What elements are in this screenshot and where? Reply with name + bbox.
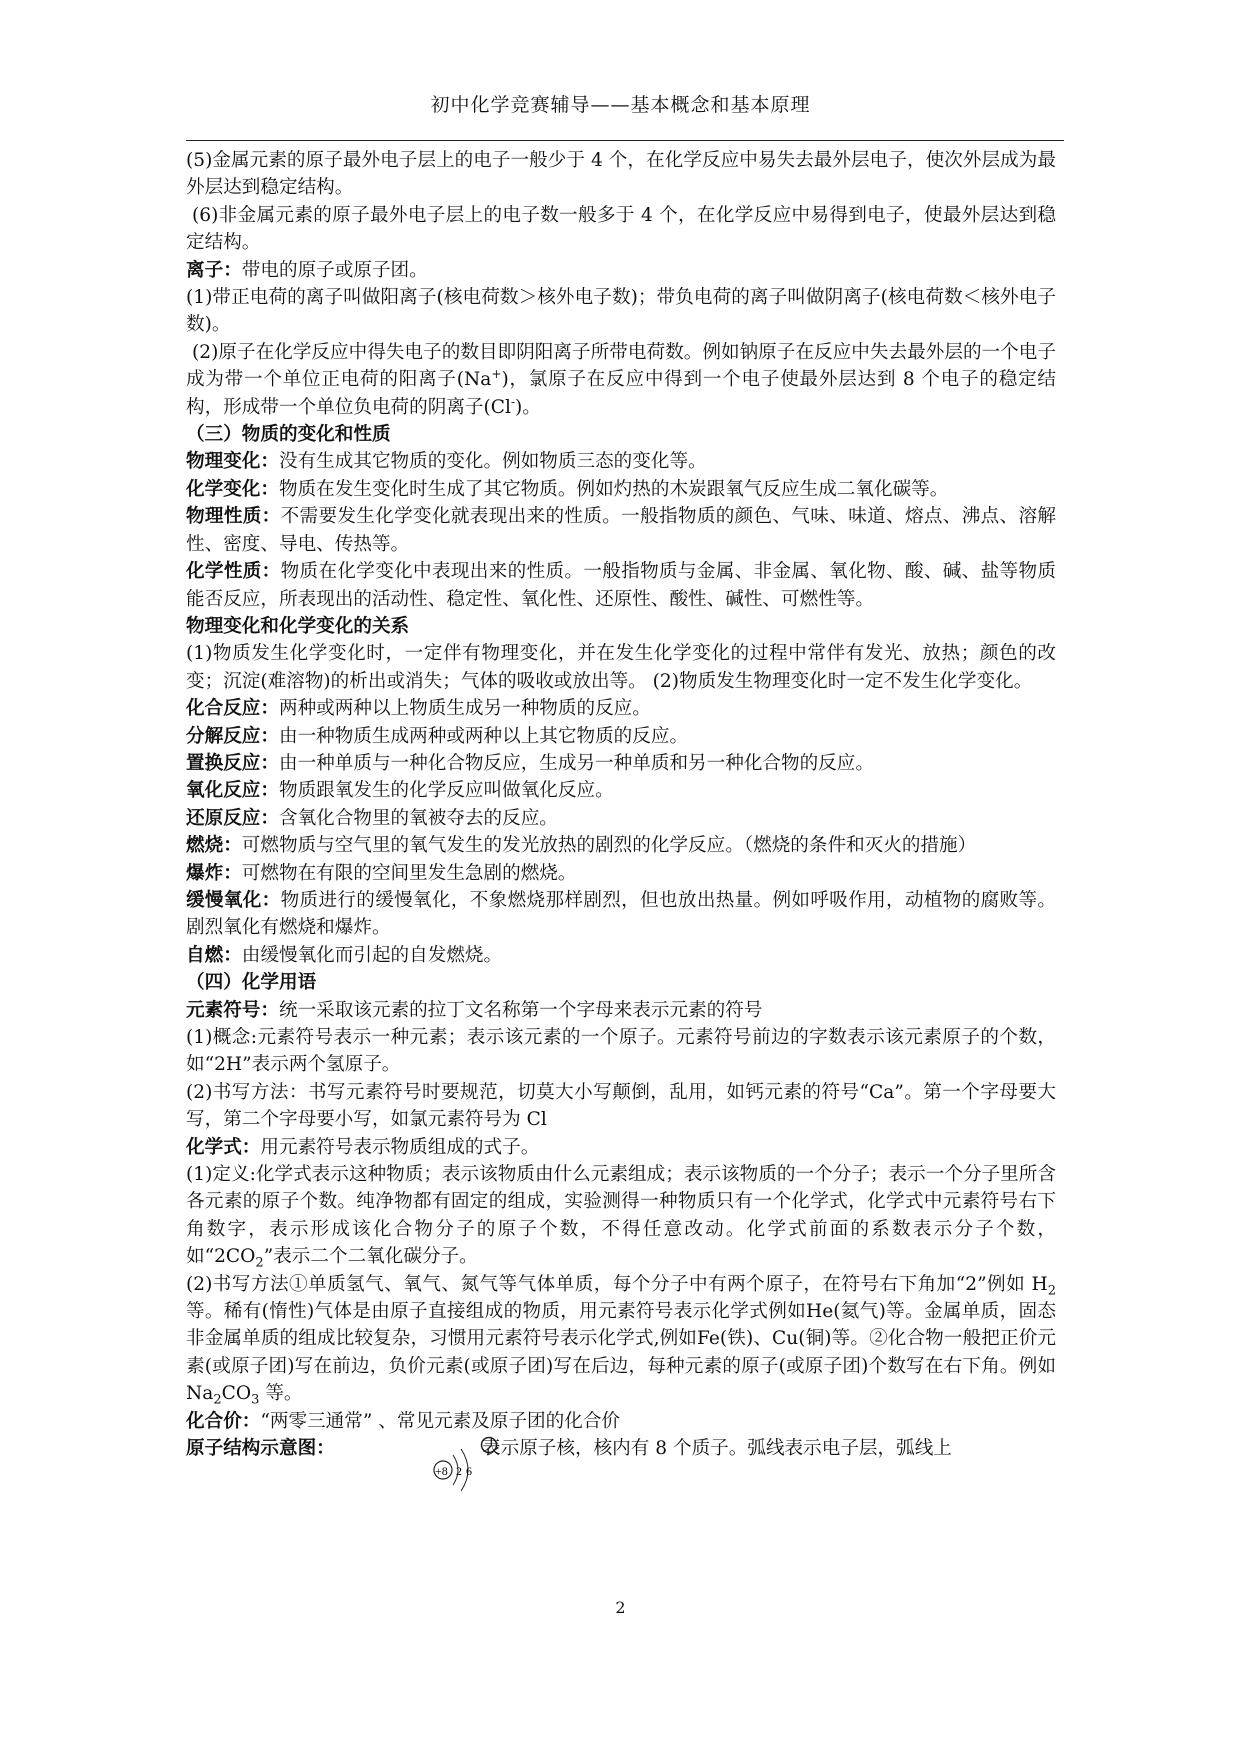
definition-spontaneous-combustion [186,942,1056,969]
term: 化合价： [186,1410,261,1432]
term: 分解反应： [186,725,279,747]
paragraph-symbol-1: (1)概念:元素符号表示一种元素；表示该元素的一个原子。元素符号前边的字数表示该元素原子的个数，如“2H”表示两个氢原子。 [186,1027,1056,1076]
definition-text: 用元素符号表示物质组成的式子。 [260,1136,540,1158]
subscript: 2 [1047,1283,1056,1299]
definition-physical-change [186,448,1056,475]
term: 化学式： [186,1136,261,1158]
text-part: ”表示二个二氧化碳分子。 [263,1246,478,1268]
shell-2-electrons: 6 [466,1464,472,1479]
definition-text: 不需要发生化学变化就表现出来的性质。一般指物质的颜色、气味、味道、熔点、沸点、溶解性、密度、导电、传热等。 [186,506,1056,555]
definition-combination [186,695,1056,722]
definition-displacement [186,750,1056,777]
subscript: 2 [213,1393,222,1408]
paragraph-metal-electrons: (5)金属元素的原子最外电子层上的电子一般少于 4 个，在化学反应中易失去最外层电子，使次外层成为最外层达到稳定结构。 [186,150,1056,199]
definition-text: 统一采取该元素的拉丁文名称第一个字母来表示元素的符号 [278,999,763,1021]
term: 自燃： [186,944,242,966]
definition-formula [186,1134,1056,1161]
text-part: (2)书写方法①单质氢气、氧气、氮气等气体单质，每个分子中有两个原子，在符号右下角加“2”例如 H [186,1273,1048,1295]
term: 元素符号： [186,999,279,1021]
term: 化学变化： [186,478,279,500]
text-part: )。 [515,396,541,418]
relation-text: (1)物质发生化学变化时，一定伴有物理变化，并在发生化学变化的过程中常伴有发光、放热；颜色的改变；沉淀(难溶物)的析出或消失；气体的吸收或放出等。 (2)物质发生物理变化时一定不发生化学变化。 [186,643,1056,692]
term: 置换反应： [186,752,279,774]
document-body [186,147,1056,1479]
atom-structure-line [186,1435,1056,1479]
term: 爆炸： [186,862,242,884]
definition-text: 含氧化合物里的氧被夺去的反应。 [278,807,558,829]
term: 物理性质： [186,506,281,528]
term: 还原反应： [186,807,279,829]
term: 缓慢氧化： [186,889,281,911]
definition-text: 由一种物质生成两种或两种以上其它物质的反应。 [278,725,689,747]
section-heading-3 [186,421,1056,448]
definition-text: 由缓慢氧化而引起的自发燃烧。 [241,944,503,966]
term: 物理变化： [186,451,279,473]
text-part: 等。 [259,1383,303,1405]
text-part: 等。稀有(惰性)气体是由原子直接组成的物质，用元素符号表示化学式例如He(氦气)等。金属单质，固态非金属单质的组成比较复杂，习惯用元素符号表示化学式,例如Fe(铁)、Cu(铜)等。②化合物一般把正价元素(或原子团)写在前边，负价元素(或原子团)写在后边，每种元素的原子(或原子团)个数写在右下角。例如 Na [186,1301,1056,1405]
term: 化合反应： [186,698,279,720]
paragraph-nonmetal-electrons: (6)非金属元素的原子最外电子层上的电子数一般多于 4 个，在化学反应中易得到电子，使最外层达到稳定结构。 [186,204,1056,254]
term: 离子： [186,259,242,281]
term: 燃烧： [186,835,242,857]
subscript: 2 [255,1255,264,1271]
text-part: (1)定义:化学式表示这种物质；表示该物质由什么元素组成；表示该物质的一个分子；表示一个分子里所含各元素的原子个数。纯净物都有固定的组成，实验测得一种物质只有一个化学式，化学式中元素符号右下角数字，表示形成该化合物分子的原子个数，不得任意改动。化学式前面的系数表示分子个数，如“2CO [186,1164,1056,1268]
nucleus-charge: +8 [435,1464,448,1479]
header-rule [186,140,1064,141]
page-header: 初中化学竞赛辅导——基本概念和基本原理 [430,94,811,116]
definition-reduction [186,805,1056,832]
definition-combustion [186,832,1056,859]
text-part: )，氯原子在反应中得到一个电子使最外层达到 8 个电子的稳定结构，形成带一个单位负电荷的阴离子(Cl [186,369,1056,418]
text-part: CO [221,1383,252,1405]
definition-oxidation [186,777,1056,804]
definition-text: 物质在发生变化时生成了其它物质。例如灼热的木炭跟氧气反应生成二氧化碳等。 [278,478,949,500]
definition-explosion [186,860,1056,887]
section-heading-4 [186,969,1056,996]
paragraph-ion-1: (1)带正电荷的离子叫做阳离子(核电荷数＞核外电子数)；带负电荷的离子叫做阴离子(核电荷数＜核外电子数)。 [186,287,1056,336]
section-title: （三）物质的变化和性质 [186,424,391,446]
definition-text: 没有生成其它物质的变化。例如物质三态的变化等。 [278,451,707,473]
superscript: - [510,394,515,409]
definition-physical-property [186,503,1056,558]
subscript: 3 [251,1393,260,1408]
paragraph-ion-2 [186,339,1056,421]
definition-text: 带电的原子或原子团。 [241,259,428,281]
definition-chemical-change [186,476,1056,503]
paragraph-formula-1 [186,1161,1056,1271]
term: 原子结构示意图： [186,1438,335,1460]
definition-text: “两零三通常” 、常见元素及原子团的化合价 [260,1410,621,1432]
superscript: + [491,367,502,382]
definition-ion [186,257,1056,284]
subheading: 物理变化和化学变化的关系 [186,615,410,637]
section-title: （四）化学用语 [186,972,317,994]
definition-slow-oxidation [186,887,1056,942]
definition-text: 由一种单质与一种化合物反应，生成另一种单质和另一种化合物的反应。 [278,752,874,774]
shell-1-electrons: 2 [456,1464,462,1479]
paragraph-symbol-2: (2)书写方法：书写元素符号时要规范，切莫大小写颠倒，乱用，如钙元素的符号“Ca”。第一个字母要大写，第二个字母要小写，如氯元素符号为 Cl [186,1081,1056,1131]
definition-text: 可燃物在有限的空间里发生急剧的燃烧。 [241,862,577,884]
diagram-description: 表示原子核，核内有 8 个质子。弧线表示电子层，弧线上 [482,1438,952,1460]
definition-decomposition [186,723,1056,750]
definition-chemical-property [186,558,1056,613]
term: 氧化反应： [186,780,279,802]
text-part: (2)原子在化学反应中得失电子的数目即阴阳离子所带电荷数。例如钠原子在反应中失去最外层的一个电子成为带一个单位正电荷的阳离子(Na [186,341,1056,391]
definition-text: 两种或两种以上物质生成另一种物质的反应。 [278,698,651,720]
definition-text: 物质在化学变化中表现出来的性质。一般指物质与金属、非金属、氧化物、酸、碱、盐等物质能否反应，所表现出的活动性、稳定性、氧化性、还原性、酸性、碱性、可燃性等。 [186,561,1056,610]
definition-valence [186,1408,1056,1435]
term: 化学性质： [186,561,281,583]
page-number: 2 [615,1598,626,1617]
definition-text: 物质跟氧发生的化学反应叫做氧化反应。 [278,780,614,802]
definition-element-symbol [186,997,1056,1024]
paragraph-formula-2 [186,1271,1056,1408]
definition-text: 可燃物质与空气里的氧气发生的发光放热的剧烈的化学反应。（燃烧的条件和灭火的措施） [241,835,977,857]
definition-text: 物质进行的缓慢氧化，不象燃烧那样剧烈，但也放出热量。例如呼吸作用，动植物的腐败等。剧烈氧化有燃烧和爆炸。 [186,889,1056,939]
relation-heading [186,613,1056,640]
